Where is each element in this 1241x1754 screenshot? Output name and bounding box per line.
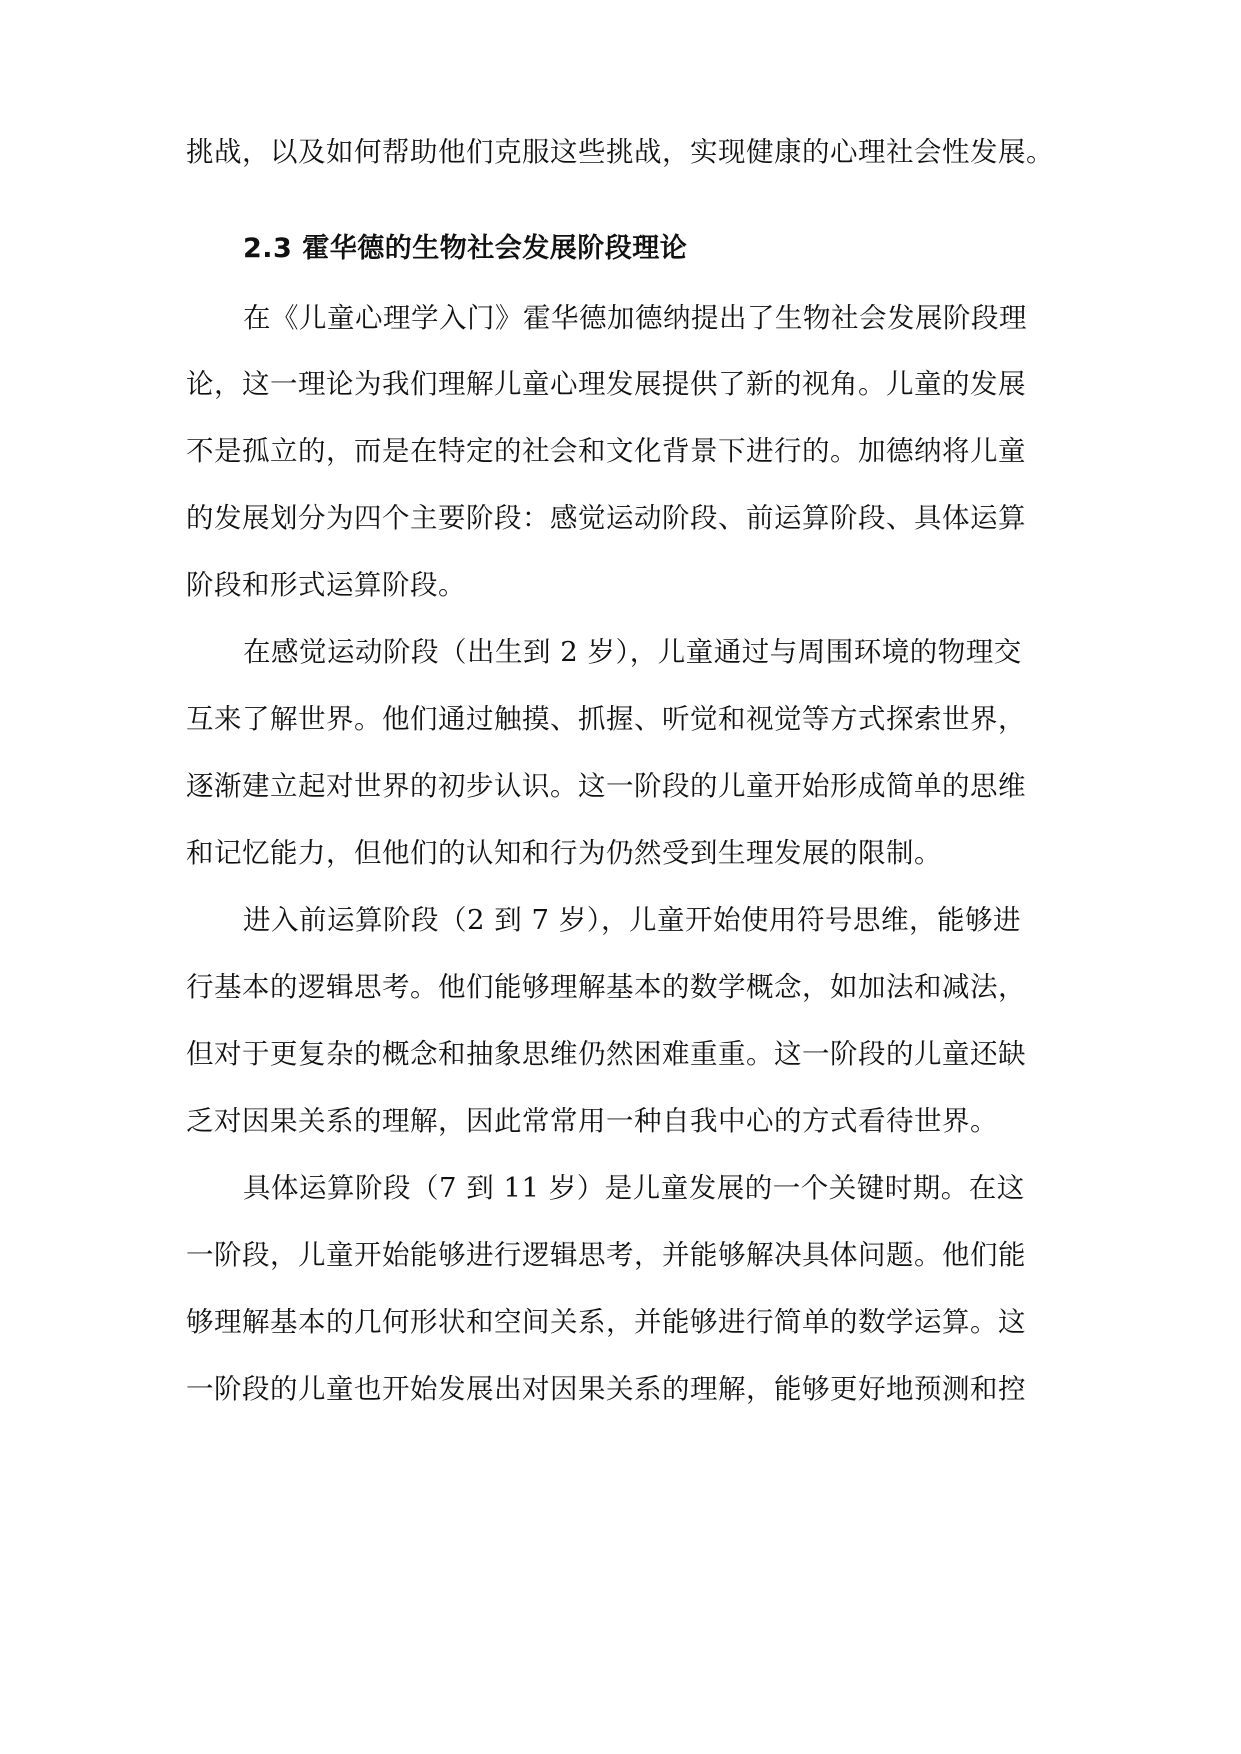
paragraph-line: 但对于更复杂的概念和抽象思维仍然困难重重。这一阶段的儿童还缺	[186, 1038, 1026, 1070]
paragraph-line: 具体运算阶段（7 到 11 岁）是儿童发展的一个关键时期。在这	[243, 1172, 1025, 1204]
paragraph-line: 行基本的逻辑思考。他们能够理解基本的数学概念，如加法和减法，	[186, 971, 1026, 1003]
paragraph-line: 一阶段，儿童开始能够进行逻辑思考，并能够解决具体问题。他们能	[186, 1239, 1026, 1271]
paragraph-line: 的发展划分为四个主要阶段：感觉运动阶段、前运算阶段、具体运算	[186, 502, 1026, 534]
paragraph-line: 论，这一理论为我们理解儿童心理发展提供了新的视角。儿童的发展	[186, 368, 1026, 400]
paragraph-line: 在感觉运动阶段（出生到 2 岁），儿童通过与周围环境的物理交	[243, 636, 1022, 668]
paragraph-line: 阶段和形式运算阶段。	[186, 569, 466, 601]
paragraph-line: 乏对因果关系的理解，因此常常用一种自我中心的方式看待世界。	[186, 1105, 998, 1137]
paragraph-line: 进入前运算阶段（2 到 7 岁），儿童开始使用符号思维，能够进	[243, 904, 1021, 936]
paragraph-line: 逐渐建立起对世界的初步认识。这一阶段的儿童开始形成简单的思维	[186, 770, 1026, 802]
paragraph-line: 互来了解世界。他们通过触摸、抓握、听觉和视觉等方式探索世界，	[186, 703, 1026, 735]
paragraph-line: 不是孤立的，而是在特定的社会和文化背景下进行的。加德纳将儿童	[186, 435, 1026, 467]
paragraph-line: 和记忆能力，但他们的认知和行为仍然受到生理发展的限制。	[186, 837, 942, 869]
paragraph-line: 在《儿童心理学入门》霍华德加德纳提出了生物社会发展阶段理	[243, 302, 1027, 334]
paragraph-line: 一阶段的儿童也开始发展出对因果关系的理解，能够更好地预测和控	[186, 1373, 1026, 1405]
paragraph-line: 挑战，以及如何帮助他们克服这些挑战，实现健康的心理社会性发展。	[186, 136, 1054, 168]
section-heading: 2.3 霍华德的生物社会发展阶段理论	[243, 233, 688, 264]
paragraph-line: 够理解基本的几何形状和空间关系，并能够进行简单的数学运算。这	[186, 1306, 1026, 1338]
